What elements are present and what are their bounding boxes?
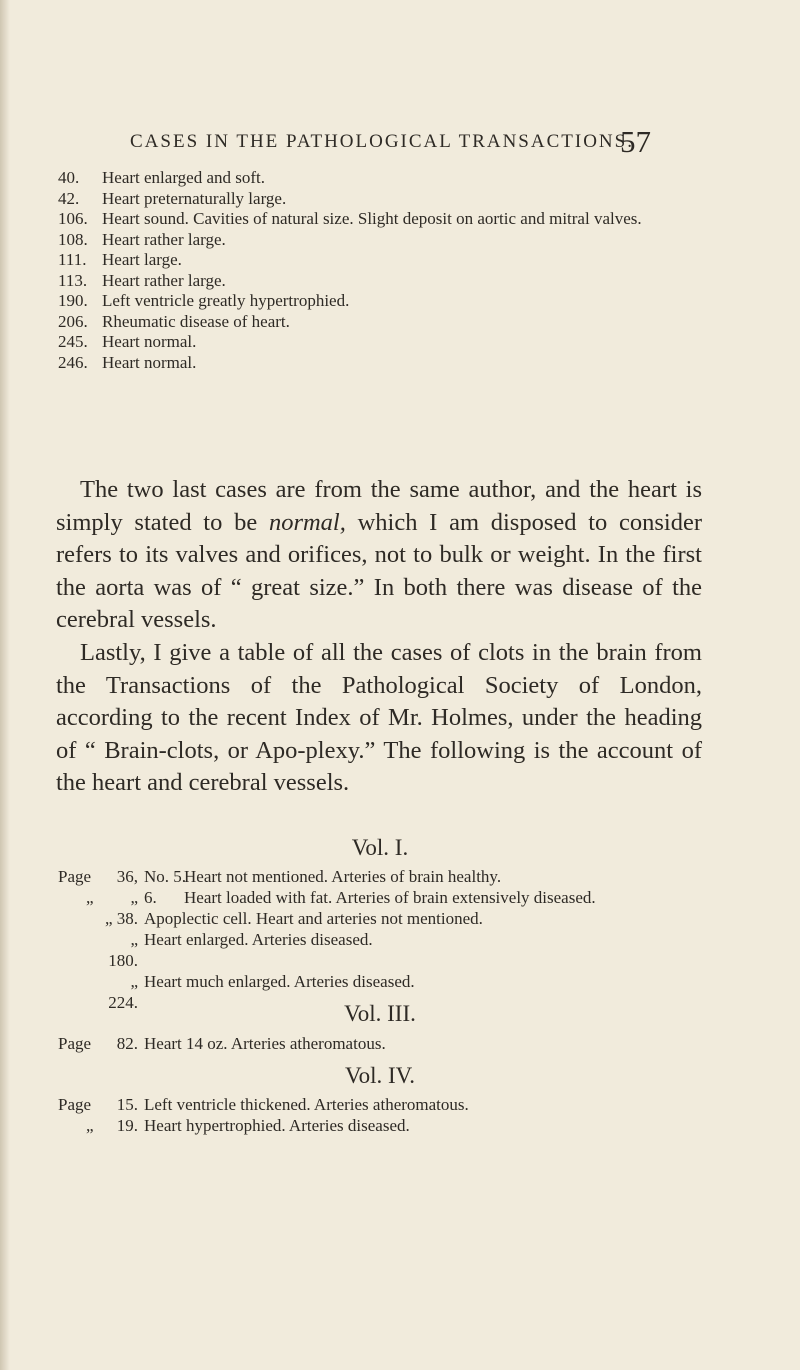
paragraph-brain-clots: Lastly, I give a table of all the cases of clots in the brain from the Transactions of the Pathological Society of London, according to the recent Index of Mr. Holmes, under the heading of “ Brain-clots, or Apo-plexy.” The following is the account of the heart and cerebral vessels.: [56, 638, 702, 797]
case-item: [58, 189, 698, 210]
case-number: 108.: [58, 229, 88, 249]
page-header: [0, 122, 800, 162]
case-description: Heart sound. Cavities of natural size. Slight deposit on aortic and mitral valves.: [102, 209, 642, 228]
table-row: Page 36, No. 5. Heart not mentioned. Arteries of brain healthy.: [58, 867, 502, 886]
case-item: [58, 291, 698, 312]
case-number: 206.: [58, 311, 88, 331]
body-text: [56, 474, 702, 800]
case-item: [58, 168, 698, 189]
case-description: Heart rather large.: [102, 229, 226, 249]
volume-4-entries: [58, 1094, 708, 1136]
volume-3-entries: [58, 1033, 708, 1054]
case-item: [58, 312, 698, 333]
table-row: „ 19. Heart hypertrophied. Arteries diseased.: [86, 1116, 410, 1135]
case-list: [58, 168, 698, 373]
case-number: 111.: [58, 250, 87, 269]
volume-title-4: Vol. IV.: [344, 1063, 416, 1088]
case-description: Heart preternaturally large.: [102, 188, 287, 208]
case-item: [58, 250, 698, 271]
case-item: [58, 332, 698, 353]
case-number: 106.: [58, 209, 88, 228]
case-item: [58, 230, 698, 251]
case-description: Rheumatic disease of heart.: [102, 311, 290, 331]
table-row: Page 82. Heart 14 oz. Arteries atheromatous.: [58, 1034, 386, 1053]
volume-title-1: Vol. I.: [351, 835, 409, 860]
running-head: CASES IN THE PATHOLOGICAL TRANSACTIONS.: [130, 131, 634, 152]
table-row: „ „ 6. Heart loaded with fat. Arteries of brain extensively diseased.: [86, 888, 596, 907]
case-description: Heart rather large.: [102, 270, 226, 290]
table-row: „ 224. Heart much enlarged. Arteries diseased.: [108, 972, 415, 1012]
case-number: 190.: [58, 291, 88, 310]
table-row: Page 15. Left ventricle thickened. Arteries atheromatous.: [58, 1095, 469, 1114]
volume-title-3: Vol. III.: [344, 1001, 416, 1026]
page-number: 57: [620, 124, 651, 159]
case-description: Left ventricle greatly hypertrophied.: [102, 291, 350, 310]
case-description: Heart enlarged and soft.: [102, 168, 266, 187]
paragraph-normal-heart: The two last cases are from the same author, and the heart is simply stated to be normal, which I am disposed to consider refers to its valves and orifices, not to bulk or weight. In the first the aorta was of “ great size.” In both there was disease of the cerebral vessels.: [56, 476, 702, 634]
case-description: Heart normal.: [102, 352, 197, 372]
case-description: Heart normal.: [102, 332, 197, 351]
case-item: [58, 271, 698, 292]
volume-1-entries: [58, 866, 708, 1013]
case-number: 113.: [58, 270, 88, 290]
table-row: „ 38. Apoplectic cell. Heart and arteries not mentioned.: [104, 909, 483, 928]
page-binding-edge: [0, 0, 10, 1370]
case-number: 40.: [58, 168, 80, 187]
italic-normal: normal,: [268, 508, 346, 536]
case-description: Heart large.: [102, 250, 182, 269]
case-item: [58, 353, 698, 374]
case-number: 245.: [58, 332, 88, 351]
case-number: 246.: [58, 352, 88, 372]
case-number: 42.: [58, 188, 80, 208]
table-row: „ 180. Heart enlarged. Arteries diseased.: [108, 930, 373, 970]
case-item: [58, 209, 698, 230]
